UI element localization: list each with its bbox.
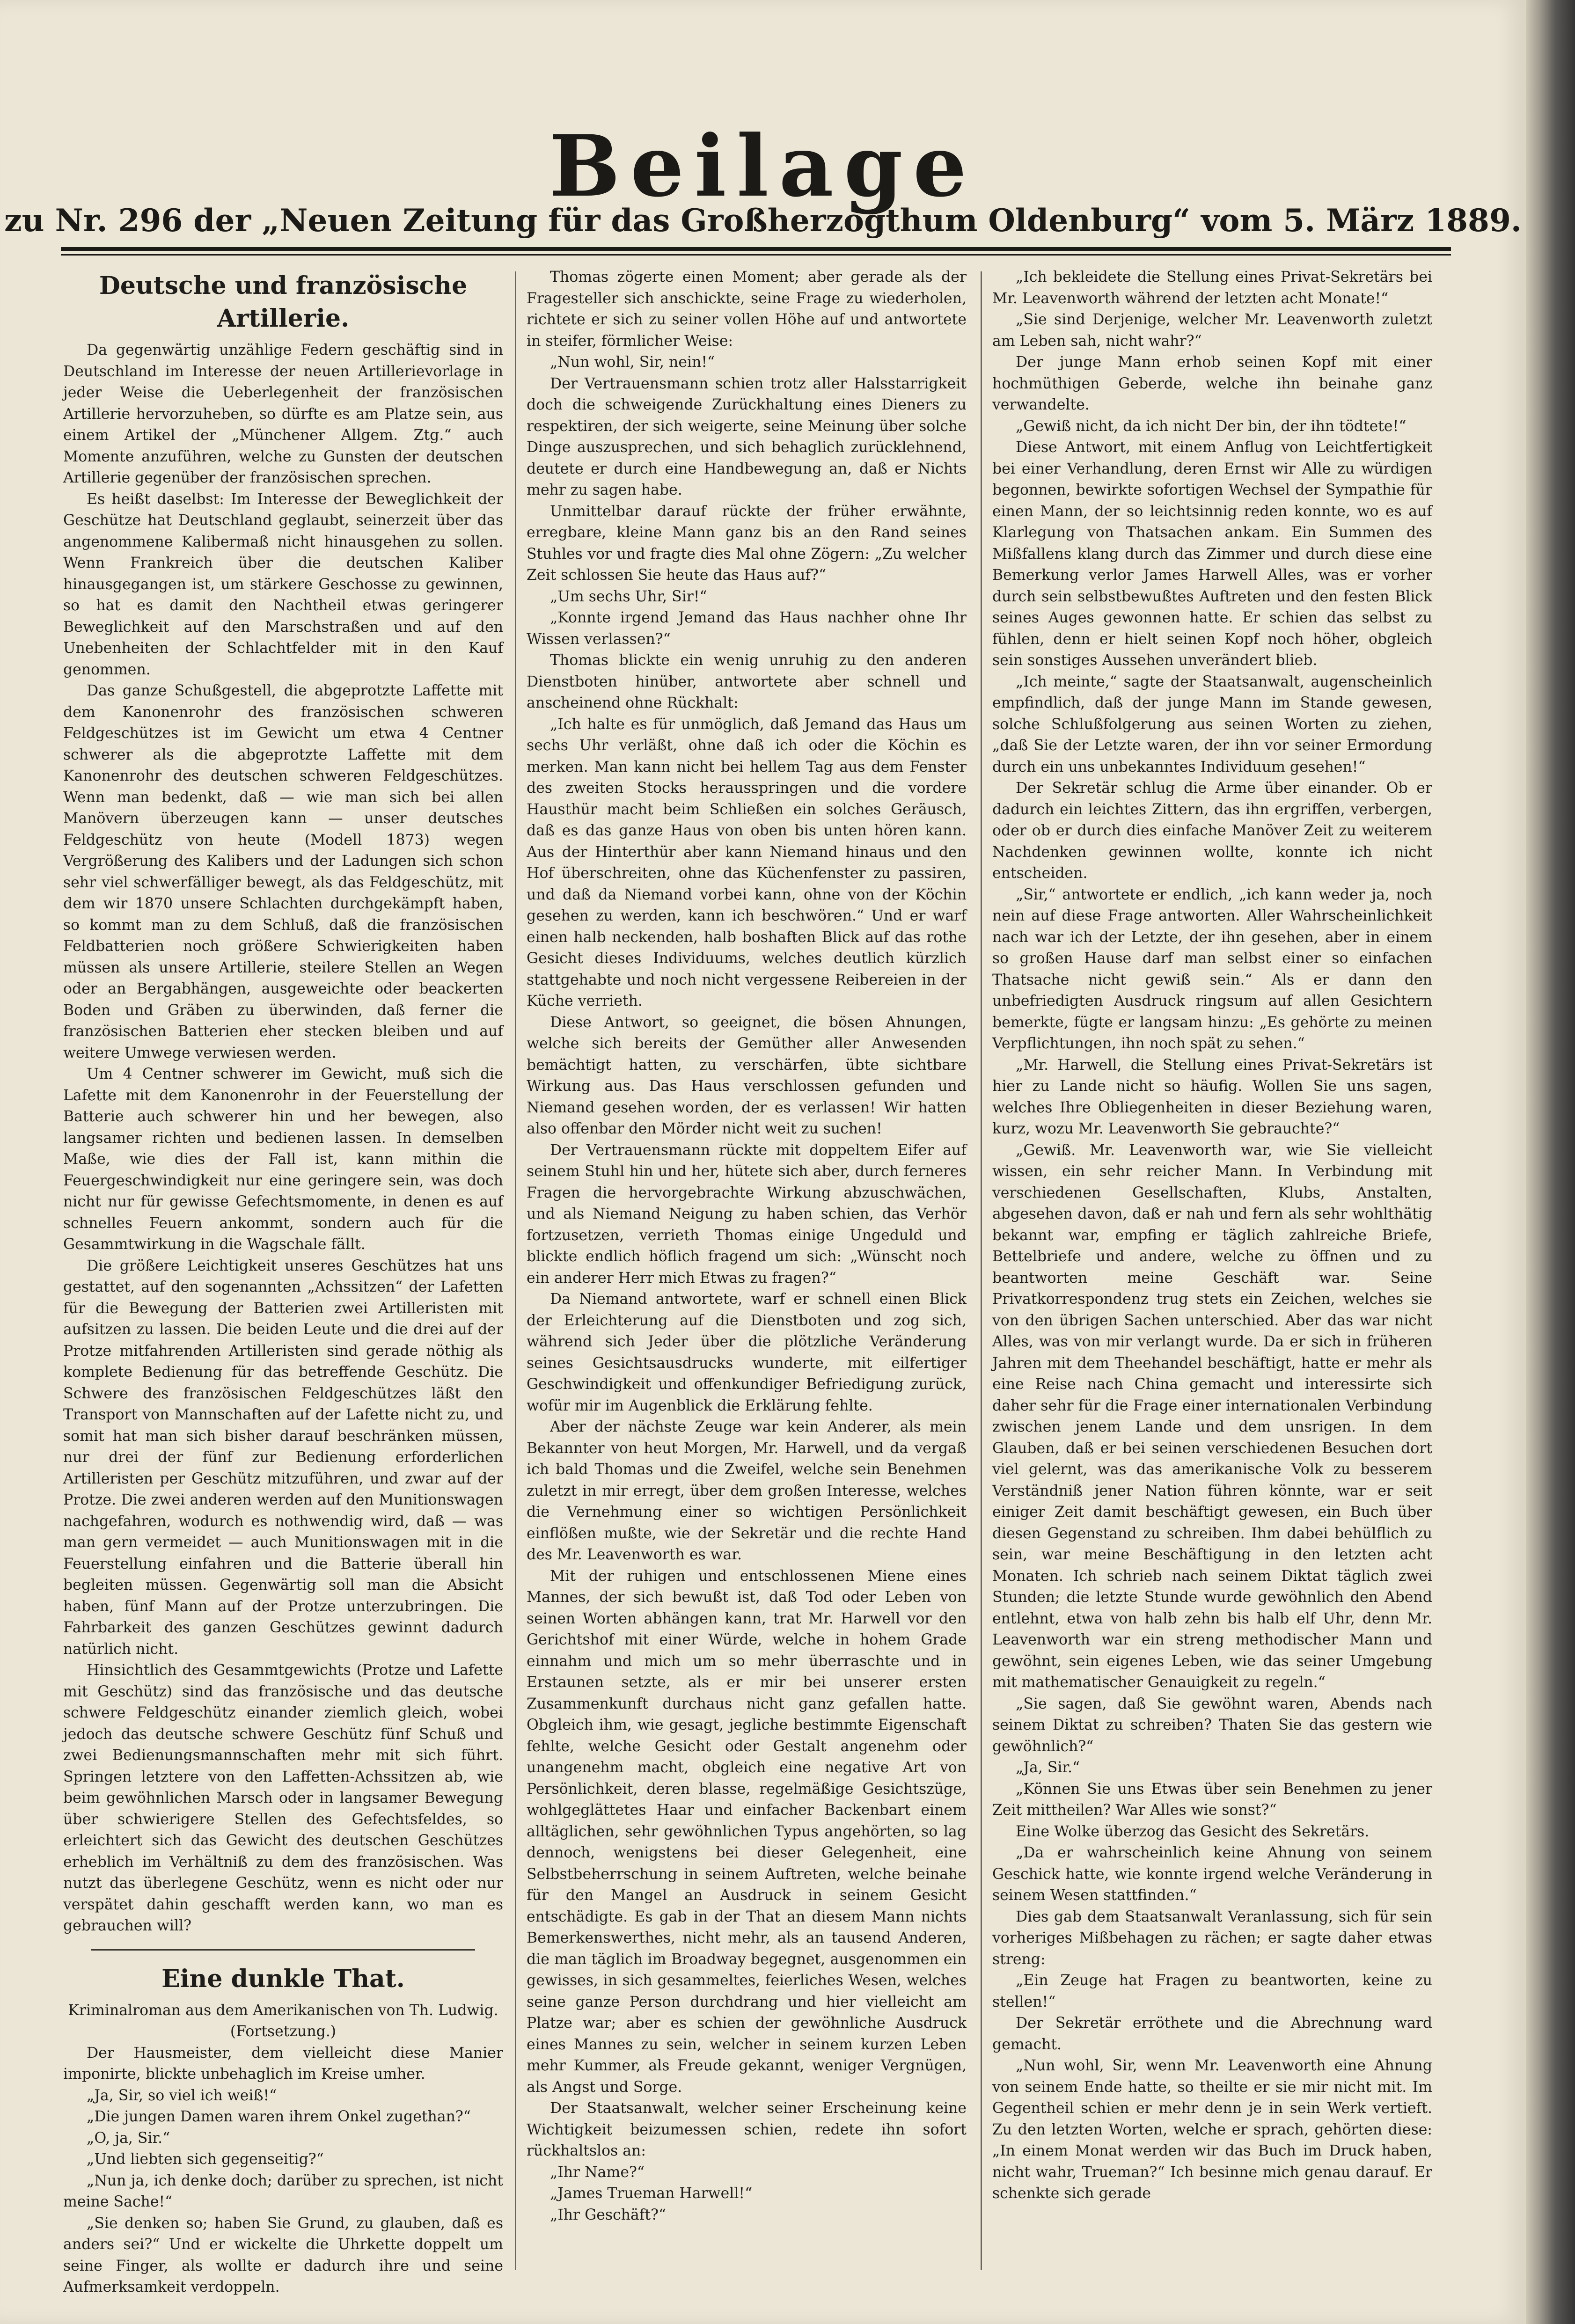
paragraph: Diese Antwort, so geeignet, die bösen Ahnungen, welche sich bereits der Gemüther aller Anwesenden bemächtigt hatten, zu verschärfen, übte sichtbare Wirkung aus. Das Haus verschlossen gefunden und Niemand gesehen worden, der es verlassen! Wir hatten also offenbar den Mörder nicht weit zu suchen! [527,1014,967,1137]
paragraph: Um 4 Centner schwerer im Gewicht, muß sich die Lafette mit dem Kanonenrohr in der Feuerstellung der Batterie auch schwerer hin und her bewegen, also langsamer richten und bedienen lassen. In demselben Maße, wie dies der Fall ist, kann mithin die Feuergeschwindigkeit nur eine geringere sein, was doch nicht nur für gewisse Gefechtsmomente, in denen es auf schnelles Feuern ankommt, sondern auch für die Gesammtwirkung in die Wagschale fällt. [63,1066,503,1253]
paragraph: Dies gab dem Staatsanwalt Veranlassung, sich für sein vorheriges Mißbehagen zu rächen; er sagte daher etwas streng: [992,1908,1432,1968]
paragraph: Der junge Mann erhob seinen Kopf mit einer hochmüthigen Geberde, welche ihn beinahe ganz verwandelte. [992,354,1432,413]
paragraph: „Ihr Geschäft?“ [550,2206,667,2223]
paragraph: „Ich meinte,“ sagte der Staatsanwalt, augenscheinlich empfindlich, daß der junge Mann im Stande gewesen, solche Schlußfolgerung aus seinen Worten zu ziehen, „daß Sie der Letzte waren, der ihn vor seiner Ermordung durch ein uns unbekanntes Individuum gesehen!“ [992,673,1432,775]
page-edge [1526,0,1575,2324]
paragraph: Der Staatsanwalt, welcher seiner Erscheinung keine Wichtigkeit beizumessen schien, redete ihn sofort rückhaltslos an: [527,2100,967,2159]
paragraph: „Konnte irgend Jemand das Haus nachher ohne Ihr Wissen verlassen?“ [527,609,967,648]
paragraph: Der Sekretär erröthete und die Abrechnung ward gemacht. [992,2015,1432,2053]
paragraph: „Da er wahrscheinlich keine Ahnung von seinem Geschick hatte, wie konnte irgend welche Veränderung in seinem Wesen stattfinden.“ [992,1844,1432,1904]
paragraph: „O, ja, Sir.“ [87,2129,170,2147]
paragraph: Eine Wolke überzog das Gesicht des Sekretärs. [1016,1823,1370,1840]
paragraph: „Sie sind Derjenige, welcher Mr. Leavenworth zuletzt am Leben sah, nicht wahr?“ [992,311,1432,350]
masthead-rule-thin [61,254,1451,256]
paragraph: „Mr. Harwell, die Stellung eines Privat-Sekretärs ist hier zu Lande nicht so häufig. Wollen Sie uns sagen, welches Ihre Obliegenheiten in dieser Beziehung waren, kurz, wozu Mr. Leavenworth Sie gebrauchte?“ [992,1056,1432,1137]
continuation-note: (Fortsetzung.) [230,2023,337,2040]
paragraph: Der Vertrauensmann schien trotz aller Halsstarrigkeit doch die schweigende Zurückhaltung eines Dieners zu respektiren, der sich weigerte, seine Meinung über solche Dinge auszusprechen, und sich behaglich zurücklehnend, deutete er durch eine Handbewegung an, daß er Nichts mehr zu sagen habe. [527,375,967,498]
paragraph: „Ja, Sir, so viel ich weiß!“ [87,2087,277,2104]
paragraph: Aber der nächste Zeuge war kein Anderer, als mein Bekannter von heut Morgen, Mr. Harwell, und da vergaß ich bald Thomas und die Zweifel, welche sein Benehmen zuletzt in mir erregt, über dem großen Interesse, welches die Vernehmung einer so wichtigen Persönlichkeit einflößen mußte, wie der Sekretär und die rechte Hand des Mr. Leavenworth es war. [527,1418,967,1563]
paragraph: „Gewiß. Mr. Leavenworth war, wie Sie vielleicht wissen, ein sehr reicher Mann. In Verbindung mit verschiedenen Gesellschaften, Klubs, Anstalten, abgesehen davon, daß er nah und fern als sehr wohlthätig bekannt war, empfing er täglich zahlreiche Briefe, Bettelbriefe und andere, welche zu öffnen und zu beantworten meine Geschäft war. Seine Privatkorrespondenz trug stets ein Zeichen, welches sie von den übrigen Sachen unterschied. Aber das war nicht Alles, was von mir verlangt wurde. Da er sich in früheren Jahren mit dem Theehandel beschäftigt, hatte er mehr als eine Reise nach China gemacht und interessirte sich daher sehr für die Frage einer internationalen Verbindung zwischen jenem Lande und dem unsrigen. In dem Glauben, daß er bei seinen verschiedenen Besuchen dort viel gelernt, was das amerikanische Volk zu besserem Verständniß jener Nation führen könnte, war er seit einiger Zeit damit beschäftigt gewesen, ein Buch über diesen Gegenstand zu schreiben. Ihm dabei behülflich zu sein, war meine Beschäftigung in den letzten acht Monaten. Ich schrieb nach seinem Diktat täglich zwei Stunden; die letzte Stunde wurde gewöhnlich den Abend entlehnt, etwa von halb zehn bis halb elf Uhr, denn Mr. Leavenworth war ein streng methodischer Mann und gewöhnt, sein eigenes Leben, wie das seiner Umgebung mit mathematischer Genauigkeit zu regeln.“ [992,1141,1432,1691]
paragraph: Der Hausmeister, dem vielleicht diese Manier imponirte, blickte unbehaglich im Kreise umher. [63,2044,503,2083]
paragraph: Mit der ruhigen und entschlossenen Miene eines Mannes, der sich bewußt ist, daß Tod oder Leben von seinen Worten abhängen kann, trat Mr. Harwell vor den Gerichtshof mit einer Würde, welche in hohem Grade einnahm und mich um so mehr überraschte und in Erstaunen setzte, als er mir bei unserer ersten Zusammenkunft durchaus nicht ganz gefallen hatte. Obgleich ihm, wie gesagt, jegliche bestimmte Eigenschaft fehlte, welche Gesicht oder Gestalt angenehm oder unangenehm macht, obgleich eine negative Art von Persönlichkeit, deren blasse, regelmäßige Gesichtszüge, wohlgeglättetes Haar und einfacher Backenbart einem alltäglichen, sehr gewöhnlichen Typus angehörten, so lag dennoch, wenigstens bei dieser Gelegenheit, eine Selbstbeherrschung in seinem Auftreten, welche beinahe für den Mangel an Ausdruck in seinem Gesicht entschädigte. Es gab in der That an diesem Mann nichts Bemerkenswerthes, nicht mehr, als an tausend Anderen, die man täglich im Broadway begegnet, ausgenommen ein gewisses, in sich gesammeltes, feierliches Wesen, welches seine ganze Person durchdrang und hier vielleicht am Platze war; aber es schien der gewöhnliche Ausdruck eines Mannes zu sein, welcher in seinem kurzen Leben mehr Kummer, als Freude gekannt, weniger Vergnügen, als Angst und Sorge. [527,1567,967,2096]
paragraph: Thomas zögerte einen Moment; aber gerade als der Fragesteller sich anschickte, seine Frage zu wiederholen, richtete er sich zu seiner vollen Höhe auf und antwortete in steifer, förmlicher Weise: [527,269,967,350]
paragraph: „Nun wohl, Sir, nein!“ [550,354,715,371]
paragraph: Das ganze Schußgestell, die abgeprotzte Laffette mit dem Kanonenrohr des französischen schweren Feldgeschützes ist im Gewicht um etwa 4 Centner schwerer als die abgeprotzte Laffette mit dem Kanonenrohr des deutschen schweren Feldgeschützes. Wenn man bedenkt, daß — wie man sich bei allen Manövern überzeugen kann — unser deutsches Feldgeschütz von heute (Modell 1873) wegen Vergrößerung des Kalibers und der Ladungen sich schon sehr viel schwerfälliger bewegt, als das Feldgeschütz, mit dem wir 1870 unsere Schlachten durchgekämpft haben, so kommt man zu dem Schluß, daß die französischen Feldbatterien noch größere Schwierigkeiten haben müssen als unsere Artillerie, steilere Stellen an Wegen oder an Bergabhängen, ausgeweichte oder beackerten Boden und Gräben zu überwinden, daß ferner die französischen Batterien eher stecken bleiben und auf weitere Umwege verwiesen werden. [63,682,503,1061]
paragraph: „Sie denken so; haben Sie Grund, zu glauben, daß es anders sei?“ Und er wickelte die Uhrkette doppelt um seine Finger, als wollte er dadurch ihre und seine Aufmerksamkeit verdoppeln. [63,2214,503,2295]
paragraph: Da gegenwärtig unzählige Federn geschäftig sind in Deutschland im Interesse der neuen Artillerievorlage in jeder Weise die Ueberlegenheit der französischen Artillerie hervorzuheben, so dürfte es am Platze sein, aus einem Artikel der „Münchener Allgem. Ztg.“ auch Momente anzuführen, welche zu Gunsten der deutschen Artillerie gegenüber der französischen sprechen. [63,342,503,486]
paragraph: „Sir,“ antwortete er endlich, „ich kann weder ja, noch nein auf diese Frage antworten. Aller Wahrscheinlichkeit nach war ich der Letzte, der ihn gesehen, aber in einem so großen Hause darf man selbst einer so einfachen Thatsache nicht gewiß sein.“ Als er dann den unbefriedigten Ausdruck ringsum auf allen Gesichtern bemerkte, fügte er langsam hinzu: „Es gehörte zu meinen Verpflichtungen, ihn noch spät zu sehen.“ [992,886,1432,1052]
column-2 [527,267,967,2279]
paragraph: Unmittelbar darauf rückte der früher erwähnte, erregbare, kleine Mann ganz bis an den Rand seines Stuhles vor und fragte dies Mal ohne Zögern: „Zu welcher Zeit schlossen Sie heute das Haus auf?“ [527,503,967,584]
paragraph: „Ja, Sir.“ [1016,1759,1080,1776]
paragraph: „Ich bekleidete die Stellung eines Privat-Sekretärs bei Mr. Leavenworth während der letzten acht Monate!“ [992,269,1432,307]
paragraph: „Sie sagen, daß Sie gewöhnt waren, Abends nach seinem Diktat zu schreiben? Thaten Sie das gestern wie gewöhnlich?“ [992,1695,1432,1755]
column-divider-1 [515,271,516,2270]
paragraph: Der Vertrauensmann rückte mit doppeltem Eifer auf seinem Stuhl hin und her, hütete sich aber, durch ferneres Fragen die hervorgebrachte Wirkung abzuschwächen, und als Niemand Neigung zu haben schien, das Verhör fortzusetzen, verrieth Thomas einige Ungeduld und blickte endlich höflich fragend um sich: „Wünscht noch ein anderer Herr mich Etwas zu fragen?“ [527,1141,967,1286]
paragraph: „James Trueman Harwell!“ [550,2185,753,2202]
paragraph: Die größere Leichtigkeit unseres Geschützes hat uns gestattet, auf den sogenannten „Achssitzen“ der Lafetten für die Bewegung der Batterien zwei Artilleristen mit aufsitzen zu lassen. Die beiden Leute und die drei auf der Protze mitfahrenden Artilleristen sind gerade nöthig als komplete Bedienung für das betreffende Geschütz. Die Schwere des französischen Feldgeschützes läßt den Transport von Mannschaften auf der Lafette nicht zu, und somit hat man sich bisher darauf beschränken müssen, nur drei der fünf zur Bedienung erforderlichen Artilleristen per Geschütz mitzuführen, und zwar auf der Protze. Die zwei anderen werden auf den Munitionswagen nachgefahren, wodurch es nothwendig wird, daß — was man gern vermeidet — auch Munitionswagen mit in die Feuerstellung einfahren und die Batterie überall hin begleiten müssen. Gegenwärtig soll man die Absicht haben, fünf Mann auf der Protze unterzubringen. Die Fahrbarkeit des ganzen Geschützes gewinnt dadurch natürlich nicht. [63,1257,503,1658]
paragraph: „Ein Zeuge hat Fragen zu beantworten, keine zu stellen!“ [992,1972,1432,2010]
paragraph: Diese Antwort, mit einem Anflug von Leichtfertigkeit bei einer Verhandlung, deren Ernst wir Alle zu würdigen begonnen, bewirkte sofortigen Wechsel der Sympathie für einen Mann, der so leichtsinnig reden konnte, wo es auf Klarlegung von Thatsachen ankam. Ein Summen des Mißfallens klang durch das Zimmer und durch diese eine Bemerkung verlor James Harwell Alles, was er vorher durch sein selbstbewußtes Auftreten und den festen Blick seines Auges gewonnen hatte. Er schien das selbst zu fühlen, denn er hielt seinen Kopf noch höher, obgleich sein sonstiges Aussehen unverändert blieb. [992,439,1432,669]
paragraph: Thomas blickte ein wenig unruhig zu den anderen Dienstboten hinüber, antwortete aber schnell und anscheinend ohne Rückhalt: [527,652,967,711]
paragraph: „Um sechs Uhr, Sir!“ [550,588,707,605]
paragraph: Es heißt daselbst: Im Interesse der Beweglichkeit der Geschütze hat Deutschland geglaubt, seinerzeit über das angenommene Kalibermaß nicht hinausgehen zu sollen. Wenn Frankreich über die deutschen Kaliber hinausgegangen ist, um stärkere Geschosse zu gewinnen, so hat es damit den Nachtheil etwas geringerer Beweglichkeit auf den Marschstraßen und auf den Unebenheiten der Schlachtfelder mit in den Kauf genommen. [63,490,503,678]
masthead-title: Beilage [549,117,977,216]
paragraph: „Die jungen Damen waren ihrem Onkel zugethan?“ [87,2108,471,2125]
masthead-rule-thick [61,247,1451,251]
paragraph: Hinsichtlich des Gesammtgewichts (Protze und Lafette mit Geschütz) sind das französische und das deutsche schwere Feldgeschütz einander ziemlich gleich, wobei jedoch das deutsche schwere Geschütz fünf Schuß und zwei Bedienungsmannschaften mehr mit sich führt. Springen letztere von den Laffetten-Achssitzen ab, wie beim gewöhnlichen Marsch oder in langsamer Bewegung über schwierigere Stellen des Gefechtsfeldes, so erleichtert sich das Gewicht des deutschen Geschützes erheblich im Verhältniß zu dem des französischen. Was nutzt das überlegene Geschütz, wenn es nicht oder nur verspätet dahin geschafft werden kann, wo man es gebrauchen will? [63,1662,503,1934]
paragraph: „Nun wohl, Sir, wenn Mr. Leavenworth eine Ahnung von seinem Ende hatte, so theilte er sie mir nicht mit. Im Gegentheil schien er mehr denn je in sein Werk vertieft. Zu den letzten Worten, welche er sprach, gehörten diese: „In einem Monat werden wir das Buch im Druck haben, nicht wahr, Trueman?“ Ich besinne mich genau darauf. Er schenkte sich gerade [992,2057,1432,2202]
masthead-subtitle: zu Nr. 296 der „Neuen Zeitung für das Großherzogthum Oldenburg“ vom 5. März 1889. [4,202,1522,239]
paragraph: Da Niemand antwortete, warf er schnell einen Blick der Erleichterung auf die Dienstboten und zog sich, während sich Jeder über die plötzliche Veränderung seines Gesichtsausdrucks wunderte, mit eilfertiger Geschwindigkeit und offenkundiger Befriedigung zurück, wofür mir im Augenblick die Erklärung fehlte. [527,1291,967,1414]
column-1 [63,267,503,2295]
column-divider-2 [981,271,982,2270]
paragraph: „Gewiß nicht, da ich nicht Der bin, der ihn tödtete!“ [1016,417,1407,435]
paragraph: „Und liebten sich gegenseitig?“ [87,2151,324,2168]
column-3 [992,267,1432,2279]
paragraph: „Können Sie uns Etwas über sein Benehmen zu jener Zeit mittheilen? War Alles wie sonst?“ [992,1780,1432,1819]
article-heading-dunkle-that: Eine dunkle That. [161,1964,405,1993]
article-heading-artillerie: Deutsche und französische Artillerie. [99,271,468,333]
paragraph: Der Sekretär schlug die Arme über einander. Ob er dadurch ein leichtes Zittern, das ihn ergriffen, verbergen, oder ob er durch dies einfache Manöver Zeit zu weiterem Nachdenken gewinnen wollte, konnte ich nicht entscheiden. [992,780,1432,882]
novel-byline: Kriminalroman aus dem Amerikanischen von Th. Ludwig. [68,2002,498,2019]
paragraph: „Nun ja, ich denke doch; darüber zu sprechen, ist nicht meine Sache!“ [63,2172,503,2210]
article-separator [91,1949,475,1951]
paragraph: „Ich halte es für unmöglich, daß Jemand das Haus um sechs Uhr verläßt, ohne daß ich oder die Köchin es merken. Man kann nicht bei hellem Tag aus dem Fenster des zweiten Stocks herausspringen und die vordere Hausthür macht beim Schließen ein solches Geräusch, daß es das ganze Haus von oben bis unten hören kann. Aus der Hinterthür aber kann Niemand hinaus und den Hof überschreiten, ohne das Küchenfenster zu passiren, und daß da Niemand vorbei kann, ohne von der Köchin gesehen zu werden, kann ich beschwören.“ Und er warf einen halb neckenden, halb boshaften Blick auf das rothe Gesicht dieses Individuums, welches deutlich kürzlich stattgehabte und noch nicht vergessene Reibereien in der Küche verrieth. [527,716,967,1009]
paragraph: „Ihr Name?“ [550,2163,645,2181]
